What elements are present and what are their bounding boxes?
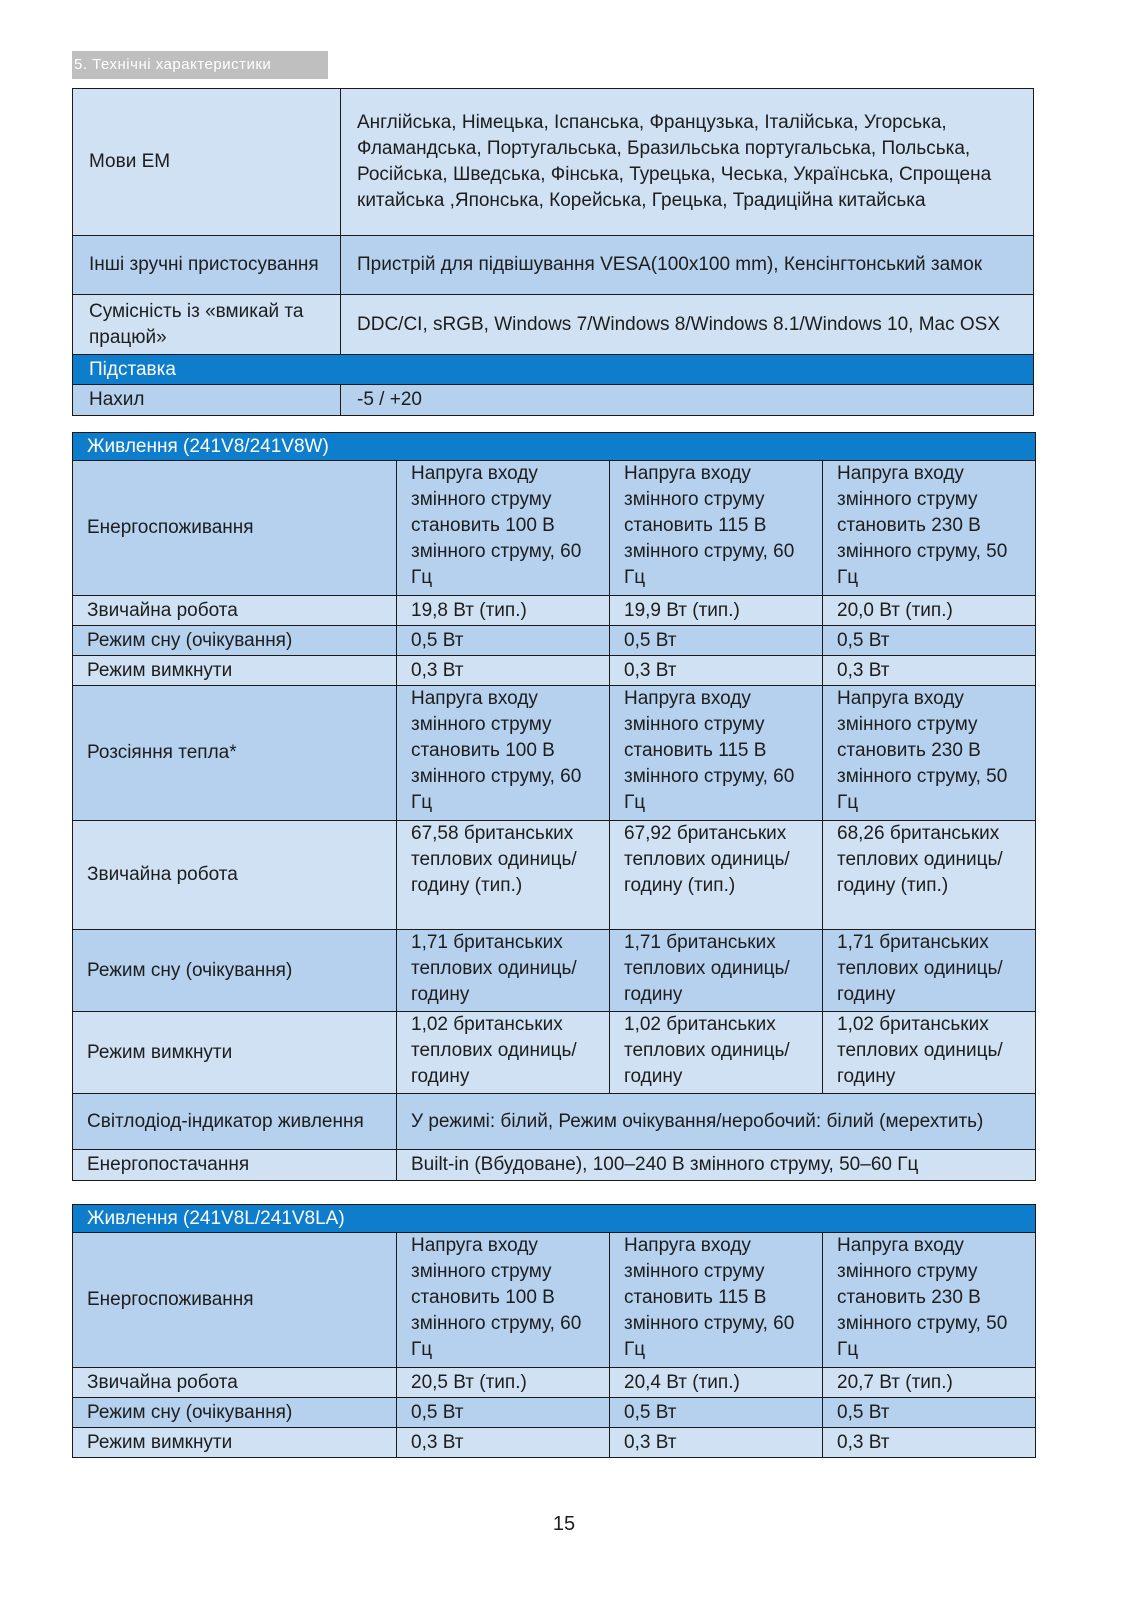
led-label: Світлодіод-індикатор живлення — [73, 1094, 397, 1150]
spec-value: DDC/CI, sRGB, Windows 7/Windows 8/Windows 8.1/Windows 10, Mac OSX — [341, 295, 1034, 355]
spec-label: Інші зручні пристосування — [73, 236, 341, 295]
power-row-label: Режим вимкнути — [73, 656, 397, 686]
stand-header-label: Підставка — [73, 355, 1034, 385]
voltage-head: Напруга входу змінного струму становить 100 В змінного струму, 60 Гц — [397, 1233, 610, 1368]
spec-label: Сумісність із «вмикай та працюй» — [73, 295, 341, 355]
voltage-head: Напруга входу змінного струму становить 100 В змінного струму, 60 Гц — [397, 461, 610, 596]
heat-row-label: Режим вимкнути — [73, 1012, 397, 1094]
power-table-241v8 — [72, 432, 1036, 1181]
heat-value: 1,02 британських теплових одиниць/годину — [610, 1012, 823, 1094]
heat-value: 68,26 британських теплових одиниць/годину (тип.) — [823, 821, 1036, 930]
heat-row — [73, 930, 1036, 1012]
power-table-241v8l — [72, 1204, 1036, 1458]
heat-value: 1,02 британських теплових одиниць/годину — [823, 1012, 1036, 1094]
power-row-label: Режим вимкнути — [73, 1428, 397, 1458]
tilt-label: Нахил — [73, 385, 341, 416]
power-value: 0,3 Вт — [823, 1428, 1036, 1458]
voltage-head: Напруга входу змінного струму становить 230 В змінного струму, 50 Гц — [823, 686, 1036, 821]
power-value: 0,5 Вт — [610, 1398, 823, 1428]
heat-row-label: Режим сну (очікування) — [73, 930, 397, 1012]
stand-section-header — [73, 355, 1034, 385]
power-value: 20,5 Вт (тип.) — [397, 1368, 610, 1398]
led-row — [73, 1094, 1036, 1150]
spec-row — [73, 236, 1034, 295]
spec-row — [73, 295, 1034, 355]
heat-head-row — [73, 686, 1036, 821]
spec-row — [73, 89, 1034, 236]
heat-row — [73, 821, 1036, 930]
power-value: 0,5 Вт — [823, 1398, 1036, 1428]
power-row — [73, 656, 1036, 686]
section-title: 5. Технічні характеристики — [72, 51, 328, 79]
power-value: 0,3 Вт — [397, 1428, 610, 1458]
heat-value: 1,02 британських теплових одиниць/годину — [397, 1012, 610, 1094]
power-section-header — [73, 1205, 1036, 1233]
power-row-label: Звичайна робота — [73, 596, 397, 626]
voltage-head: Напруга входу змінного струму становить 115 В змінного струму, 60 Гц — [610, 461, 823, 596]
heat-value: 1,71 британських теплових одиниць/годину — [610, 930, 823, 1012]
power-row — [73, 1428, 1036, 1458]
power-row — [73, 596, 1036, 626]
power-header-label: Живлення (241V8/241V8W) — [73, 433, 1036, 461]
spec-value: Англійська, Німецька, Іспанська, Французька, Італійська, Угорська, Фламандська, Португальська, Бразильська португальська, Польська, Російська, Шведська, Фінська, Турецька, Чеська, Українська, Спрощена китайська ,Японська, Корейська, Грецька, Традиційна китайська — [341, 89, 1034, 236]
consumption-head-row — [73, 1233, 1036, 1368]
heat-row-label: Звичайна робота — [73, 821, 397, 930]
supply-label: Енергопостачання — [73, 1150, 397, 1181]
heat-row — [73, 1012, 1036, 1094]
power-row-label: Режим сну (очікування) — [73, 1398, 397, 1428]
heat-value: 67,92 британських теплових одиниць/годину (тип.) — [610, 821, 823, 930]
supply-value: Built-in (Вбудоване), 100–240 В змінного струму, 50–60 Гц — [397, 1150, 1036, 1181]
tilt-value: -5 / +20 — [341, 385, 1034, 416]
power-row — [73, 1398, 1036, 1428]
spec-label: Мови ЕМ — [73, 89, 341, 236]
heat-value: 1,71 британських теплових одиниць/годину — [397, 930, 610, 1012]
voltage-head: Напруга входу змінного струму становить 230 В змінного струму, 50 Гц — [823, 1233, 1036, 1368]
voltage-head: Напруга входу змінного струму становить 230 В змінного струму, 50 Гц — [823, 461, 1036, 596]
led-value: У режимі: білий, Режим очікування/неробочий: білий (мерехтить) — [397, 1094, 1036, 1150]
consumption-head-row — [73, 461, 1036, 596]
voltage-head: Напруга входу змінного струму становить 115 В змінного струму, 60 Гц — [610, 686, 823, 821]
power-value: 0,3 Вт — [397, 656, 610, 686]
power-value: 19,8 Вт (тип.) — [397, 596, 610, 626]
tilt-row — [73, 385, 1034, 416]
power-header-label: Живлення (241V8L/241V8LA) — [73, 1205, 1036, 1233]
power-row — [73, 626, 1036, 656]
power-value: 0,3 Вт — [610, 1428, 823, 1458]
power-row-label: Режим сну (очікування) — [73, 626, 397, 656]
power-value: 0,5 Вт — [397, 626, 610, 656]
power-value: 0,3 Вт — [823, 656, 1036, 686]
power-row — [73, 1368, 1036, 1398]
power-value: 20,0 Вт (тип.) — [823, 596, 1036, 626]
power-value: 0,3 Вт — [610, 656, 823, 686]
heat-label: Розсіяння тепла* — [73, 686, 397, 821]
power-row-label: Звичайна робота — [73, 1368, 397, 1398]
power-value: 20,7 Вт (тип.) — [823, 1368, 1036, 1398]
page-number: 15 — [552, 1513, 576, 1535]
consumption-label: Енергоспоживання — [73, 461, 397, 596]
heat-value: 67,58 британських теплових одиниць/годину (тип.) — [397, 821, 610, 930]
power-value: 0,5 Вт — [610, 626, 823, 656]
consumption-label: Енергоспоживання — [73, 1233, 397, 1368]
power-value: 20,4 Вт (тип.) — [610, 1368, 823, 1398]
power-value: 0,5 Вт — [823, 626, 1036, 656]
heat-value: 1,71 британських теплових одиниць/годину — [823, 930, 1036, 1012]
spec-value: Пристрій для підвішування VESA(100x100 mm), Кенсінгтонський замок — [341, 236, 1034, 295]
voltage-head: Напруга входу змінного струму становить 100 В змінного струму, 60 Гц — [397, 686, 610, 821]
power-value: 0,5 Вт — [397, 1398, 610, 1428]
supply-row — [73, 1150, 1036, 1181]
voltage-head: Напруга входу змінного струму становить 115 В змінного струму, 60 Гц — [610, 1233, 823, 1368]
power-value: 19,9 Вт (тип.) — [610, 596, 823, 626]
power-section-header — [73, 433, 1036, 461]
general-specs-table — [72, 88, 1034, 416]
